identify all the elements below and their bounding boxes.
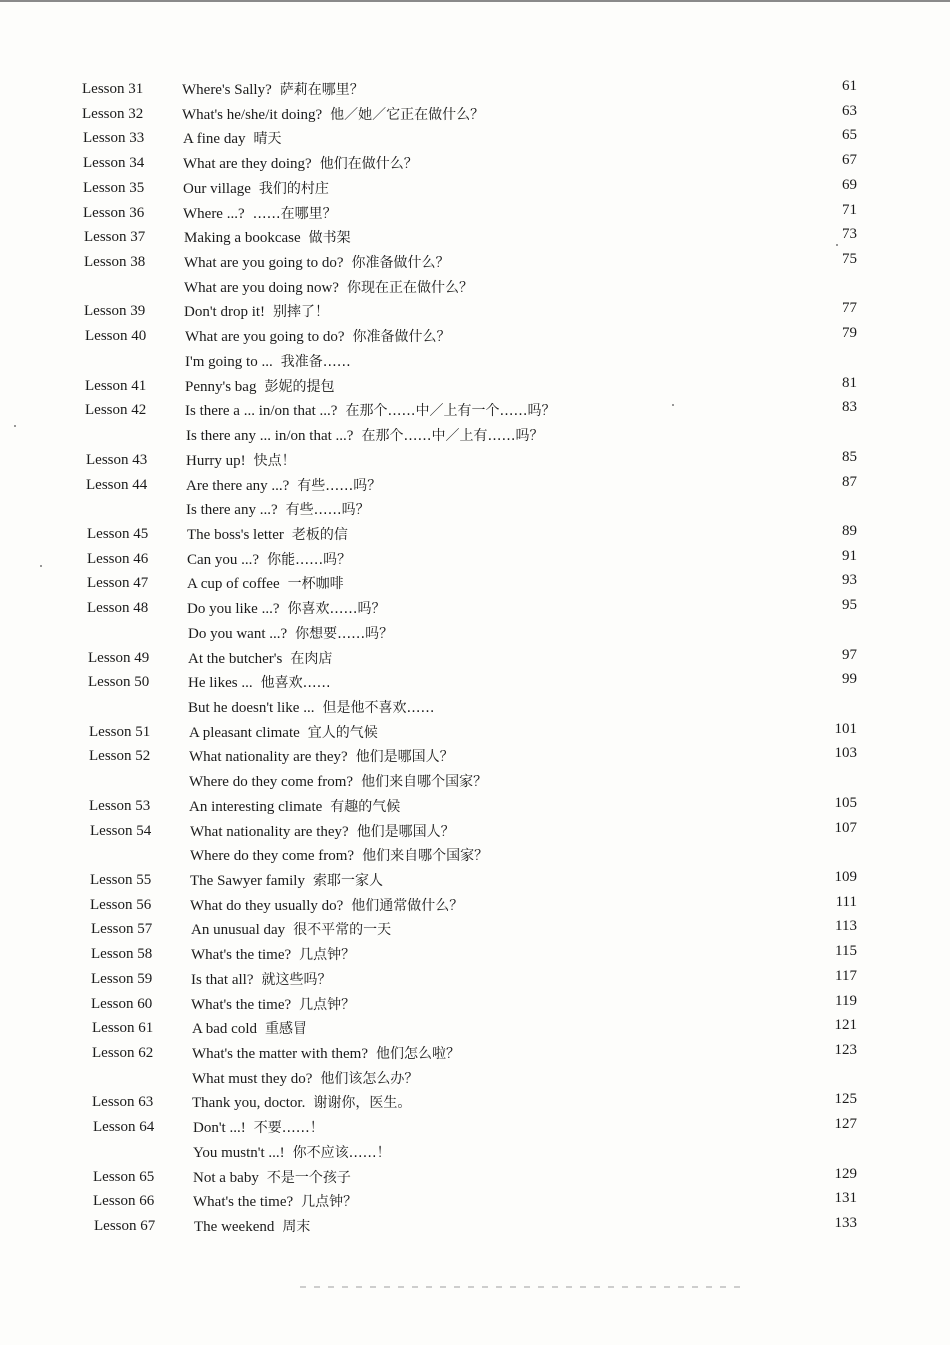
- page-number: 73: [842, 226, 857, 243]
- lesson-title: [193, 1167, 351, 1187]
- table-of-contents: [0, 78, 950, 1240]
- toc-entry: [10, 1091, 950, 1116]
- lesson-title-chinese: 重感冒: [265, 1021, 307, 1038]
- page-number: 125: [834, 1091, 857, 1108]
- lesson-title-english: Is there a ... in/on that ...?: [185, 403, 338, 420]
- lesson-title-chinese: 有些……吗？: [297, 477, 382, 494]
- toc-entry: [7, 745, 950, 770]
- lesson-number: Lesson 38: [84, 254, 146, 271]
- lesson-title: [191, 919, 391, 939]
- lesson-title: [183, 153, 418, 173]
- lesson-title-chinese: 他们怎么啦？: [375, 1046, 460, 1063]
- lesson-number: Lesson 60: [91, 995, 153, 1012]
- lesson-title-english: What's he/she/it doing?: [182, 106, 323, 123]
- lesson-title: [193, 1117, 324, 1137]
- lesson-number: Lesson 65: [93, 1168, 155, 1185]
- lesson-title-chinese: 他喜欢……: [260, 675, 331, 692]
- lesson-title-english: But he doesn't like ...: [188, 699, 315, 716]
- toc-entry: [8, 844, 950, 869]
- lesson-title: [185, 351, 351, 371]
- toc-entry: [1, 177, 950, 202]
- lesson-title-english: At the butcher's: [188, 650, 283, 667]
- page-number: 85: [842, 448, 857, 465]
- lesson-number: Lesson 45: [87, 525, 149, 542]
- scan-speck: [40, 565, 42, 567]
- lesson-title: [187, 598, 385, 618]
- page-number: 109: [834, 869, 857, 885]
- lesson-number: Lesson 55: [90, 872, 152, 888]
- lesson-number: Lesson 66: [93, 1193, 155, 1210]
- page-number: 93: [842, 572, 857, 589]
- lesson-title-chinese: 他们来自哪个国家？: [362, 848, 489, 865]
- lesson-title-chinese: 做书架: [308, 230, 351, 247]
- lesson-title-english: The boss's letter: [187, 526, 284, 543]
- lesson-title: [190, 845, 488, 865]
- lesson-title-english: Where do they come from?: [190, 848, 355, 865]
- lesson-number: Lesson 39: [84, 303, 146, 320]
- lesson-title-english: What's the time?: [193, 1194, 294, 1211]
- lesson-title-english: An interesting climate: [189, 798, 323, 815]
- lesson-title: [186, 475, 381, 495]
- lesson-title: [184, 227, 351, 247]
- lesson-number: Lesson 49: [88, 649, 150, 666]
- toc-entry: [4, 424, 950, 449]
- lesson-title-chinese: 萨莉在哪里？: [279, 82, 364, 98]
- lesson-title-chinese: 他们通常做什么？: [351, 897, 464, 914]
- lesson-title: [182, 104, 484, 124]
- lesson-title: [192, 1068, 418, 1088]
- lesson-title-english: Is there any ...?: [186, 502, 278, 519]
- page-number: 97: [842, 646, 857, 663]
- page-number: 63: [842, 102, 857, 119]
- lesson-number: Lesson 53: [89, 797, 151, 814]
- lesson-title: [193, 1191, 357, 1211]
- toc-entry: [2, 300, 950, 325]
- toc-entry: [10, 1017, 950, 1042]
- lesson-title-english: What nationality are they?: [190, 823, 349, 840]
- page-number: 127: [834, 1116, 857, 1133]
- top-rule: [0, 0, 950, 2]
- toc-entry: [11, 1116, 950, 1141]
- lesson-title-english: Not a baby: [193, 1169, 259, 1186]
- lesson-title: [182, 79, 364, 99]
- lesson-title: [186, 425, 543, 445]
- lesson-title-chinese: 就这些吗？: [261, 971, 332, 988]
- page-number: 83: [842, 399, 857, 416]
- lesson-number: Lesson 47: [87, 575, 149, 592]
- lesson-title-chinese: 别摔了！: [273, 304, 330, 321]
- lesson-title-english: The weekend: [194, 1219, 275, 1236]
- lesson-title: [189, 796, 400, 816]
- lesson-title: [189, 771, 487, 791]
- page-number: 87: [842, 473, 857, 490]
- lesson-title-english: What must they do?: [192, 1070, 313, 1087]
- lesson-title: [183, 203, 337, 223]
- lesson-title: [193, 1142, 391, 1162]
- lesson-title-english: Don't ...!: [193, 1120, 246, 1137]
- toc-entry: [4, 498, 950, 523]
- lesson-number: Lesson 42: [85, 402, 147, 419]
- page-number: 133: [834, 1215, 857, 1232]
- lesson-title-chinese: 彭妮的提包: [264, 378, 335, 395]
- lesson-title: [184, 252, 450, 272]
- page-number: 61: [842, 78, 857, 94]
- scan-artifact-dotted-line: [300, 1286, 740, 1288]
- lesson-title-chinese: 他们是哪国人？: [355, 749, 454, 766]
- lesson-title-english: What are you going to do?: [184, 255, 344, 272]
- lesson-title-english: Our village: [183, 180, 251, 197]
- lesson-number: Lesson 40: [85, 328, 147, 345]
- lesson-title-chinese: 在那个……中／上有一个……吗？: [345, 403, 556, 420]
- toc-entry: [11, 1190, 950, 1215]
- lesson-title-english: An unusual day: [191, 922, 286, 939]
- lesson-title: [185, 326, 451, 346]
- lesson-title: [192, 1043, 460, 1063]
- toc-entry: [3, 375, 950, 400]
- lesson-title-chinese: 我们的村庄: [258, 180, 329, 197]
- lesson-title: [188, 648, 332, 668]
- page-number: 79: [842, 325, 857, 342]
- lesson-title: [189, 722, 378, 742]
- lesson-title-english: Hurry up!: [186, 452, 246, 469]
- lesson-title: [184, 301, 329, 321]
- page-number: 77: [842, 300, 857, 317]
- toc-entry: [1, 152, 950, 177]
- lesson-number: Lesson 62: [92, 1045, 154, 1062]
- lesson-title-chinese: 不是一个孩子: [266, 1169, 351, 1186]
- lesson-number: Lesson 67: [94, 1218, 156, 1235]
- lesson-title: [192, 1018, 307, 1038]
- lesson-number: Lesson 61: [92, 1020, 154, 1037]
- lesson-title-english: A cup of coffee: [187, 576, 280, 593]
- page-number: 65: [842, 127, 857, 144]
- lesson-title: [183, 128, 281, 148]
- lesson-title-english: He likes ...: [188, 675, 253, 692]
- toc-entry: [8, 894, 950, 919]
- lesson-title: [186, 450, 296, 470]
- lesson-title-chinese: 在那个……中／上有……吗？: [361, 428, 544, 445]
- page-number: 67: [842, 152, 857, 169]
- lesson-title-english: Are there any ...?: [186, 477, 290, 494]
- page-number: 121: [834, 1017, 857, 1034]
- toc-entry: [6, 622, 950, 647]
- lesson-title-chinese: 但是他不喜欢……: [322, 699, 435, 716]
- lesson-title-chinese: 快点！: [253, 452, 296, 469]
- page-number: 113: [835, 918, 857, 935]
- page-number: 115: [835, 943, 857, 960]
- toc-entry: [9, 968, 950, 993]
- lesson-title-english: What's the time?: [191, 947, 292, 964]
- lesson-title: [189, 746, 454, 766]
- toc-entry: [6, 647, 950, 672]
- page-number: 103: [834, 745, 857, 762]
- lesson-title-chinese: 你想要……吗？: [295, 625, 394, 642]
- lesson-title-chinese: 你准备做什么？: [352, 329, 451, 346]
- lesson-number: Lesson 57: [91, 921, 153, 938]
- lesson-title-english: Thank you, doctor.: [192, 1095, 306, 1112]
- lesson-title-chinese: 不要……！: [253, 1120, 324, 1137]
- lesson-title: [190, 870, 383, 890]
- lesson-title-chinese: 一杯咖啡: [287, 576, 344, 593]
- page-number: 75: [842, 251, 857, 268]
- toc-entry: [3, 350, 950, 375]
- lesson-number: Lesson 51: [89, 723, 151, 740]
- lesson-number: Lesson 63: [92, 1094, 154, 1111]
- lesson-number: Lesson 59: [91, 970, 153, 987]
- lesson-title: [187, 549, 351, 569]
- toc-entry: [1, 127, 950, 152]
- toc-entry: [12, 1215, 950, 1240]
- toc-entry: [9, 918, 950, 943]
- lesson-title-chinese: 他们是哪国人？: [356, 823, 455, 840]
- toc-entry: [11, 1166, 950, 1191]
- lesson-title-english: Do you like ...?: [187, 601, 280, 618]
- lesson-title-english: What are you doing now?: [184, 279, 339, 296]
- scan-speck: [672, 404, 674, 406]
- lesson-title-english: Where ...?: [183, 205, 245, 222]
- lesson-title: [191, 944, 355, 964]
- toc-entry: [2, 276, 950, 301]
- lesson-number: Lesson 41: [85, 377, 147, 394]
- lesson-number: Lesson 52: [89, 748, 151, 765]
- lesson-title-english: Don't drop it!: [184, 304, 266, 321]
- lesson-title: [191, 994, 355, 1014]
- lesson-title-chinese: 你准备做什么？: [351, 255, 450, 272]
- toc-entry: [5, 597, 950, 622]
- lesson-title: [183, 178, 329, 198]
- lesson-title-english: Making a bookcase: [184, 230, 301, 247]
- lesson-number: Lesson 48: [87, 600, 149, 617]
- lesson-title-chinese: 我准备……: [280, 353, 351, 370]
- toc-entry: [5, 548, 950, 573]
- toc-entry: [7, 721, 950, 746]
- lesson-title: [186, 499, 370, 519]
- lesson-number: Lesson 33: [83, 130, 145, 147]
- page-number: 131: [834, 1190, 857, 1207]
- page-number: 91: [842, 547, 857, 564]
- lesson-title-english: Is that all?: [191, 971, 254, 988]
- toc-entry: [6, 696, 950, 721]
- toc-entry: [8, 820, 950, 845]
- page-number: 89: [842, 522, 857, 539]
- page-number: 123: [834, 1042, 857, 1059]
- lesson-title-chinese: 晴天: [253, 131, 282, 148]
- toc-entry: [3, 325, 950, 350]
- toc-entry: [2, 226, 950, 251]
- lesson-title: [187, 524, 348, 544]
- lesson-number: Lesson 37: [84, 229, 146, 246]
- lesson-number: Lesson 54: [90, 822, 152, 839]
- toc-entry: [4, 449, 950, 474]
- lesson-title-chinese: ……在哪里？: [252, 205, 337, 222]
- page-number: 117: [835, 967, 857, 984]
- page-number: 111: [835, 893, 857, 910]
- lesson-title-english: I'm going to ...: [185, 353, 273, 370]
- lesson-title: [194, 1216, 310, 1236]
- lesson-number: Lesson 56: [90, 896, 152, 913]
- lesson-title-english: What's the time?: [191, 996, 292, 1013]
- lesson-title: [188, 623, 393, 643]
- lesson-number: Lesson 36: [83, 204, 145, 221]
- lesson-title: [192, 1092, 411, 1112]
- lesson-number: Lesson 32: [82, 105, 144, 122]
- lesson-title-chinese: 谢谢你，医生。: [313, 1095, 412, 1112]
- toc-entry: [5, 572, 950, 597]
- lesson-number: Lesson 58: [91, 946, 153, 963]
- page-number: 71: [842, 201, 857, 218]
- page-number: 99: [842, 671, 857, 688]
- toc-entry: [5, 523, 950, 548]
- lesson-number: Lesson 43: [86, 451, 148, 468]
- lesson-title-english: The Sawyer family: [190, 873, 305, 889]
- lesson-title-english: A pleasant climate: [189, 724, 300, 741]
- lesson-title-chinese: 你现在正在做什么？: [346, 279, 473, 296]
- toc-entry: [0, 78, 950, 103]
- lesson-title-english: What's the matter with them?: [192, 1046, 368, 1063]
- lesson-title-english: Where do they come from?: [189, 774, 354, 791]
- page-number: 69: [842, 176, 857, 193]
- lesson-title: [188, 672, 331, 692]
- lesson-title-chinese: 你喜欢……吗？: [287, 601, 386, 618]
- page-number: 107: [834, 819, 857, 836]
- lesson-title: [187, 573, 344, 593]
- lesson-title-chinese: 周末: [282, 1219, 311, 1236]
- lesson-title-chinese: 他们在做什么？: [319, 156, 418, 173]
- lesson-title-english: What are they doing?: [183, 156, 312, 173]
- toc-entry: [2, 251, 950, 276]
- toc-entry: [8, 869, 950, 894]
- toc-entry: [10, 1067, 950, 1092]
- toc-entry: [11, 1141, 950, 1166]
- lesson-title: [191, 969, 331, 989]
- lesson-number: Lesson 34: [83, 155, 145, 172]
- lesson-title: [185, 376, 334, 396]
- lesson-title-english: Is there any ... in/on that ...?: [186, 428, 354, 445]
- toc-entry: [7, 795, 950, 820]
- lesson-title-english: What are you going to do?: [185, 329, 345, 346]
- lesson-title: [190, 895, 463, 915]
- lesson-number: Lesson 44: [86, 476, 148, 493]
- lesson-title: [190, 821, 455, 841]
- lesson-title-english: Do you want ...?: [188, 625, 288, 642]
- lesson-title-english: A bad cold: [192, 1021, 257, 1038]
- lesson-title-chinese: 你不应该……！: [292, 1144, 391, 1161]
- scan-speck: [14, 425, 16, 427]
- lesson-title-chinese: 索耶一家人: [312, 873, 383, 889]
- page-number: 81: [842, 374, 857, 391]
- lesson-title-chinese: 在肉店: [290, 650, 333, 667]
- lesson-title-chinese: 他／她／它正在做什么？: [330, 106, 485, 123]
- lesson-number: Lesson 64: [93, 1119, 155, 1136]
- lesson-title-chinese: 几点钟？: [299, 996, 356, 1013]
- lesson-title-english: What nationality are they?: [189, 749, 348, 766]
- lesson-title-chinese: 宜人的气候: [307, 724, 378, 741]
- lesson-title: [188, 697, 434, 717]
- lesson-title-chinese: 有些……吗？: [285, 502, 370, 519]
- toc-entry: [9, 943, 950, 968]
- page-number: 95: [842, 597, 857, 614]
- page-number: 101: [834, 720, 857, 737]
- lesson-title-chinese: 很不平常的一天: [293, 922, 392, 939]
- page-number: 129: [834, 1165, 857, 1182]
- lesson-title-english: Where's Sally?: [182, 82, 272, 98]
- lesson-title-chinese: 有趣的气候: [330, 798, 401, 815]
- toc-entry: [4, 474, 950, 499]
- lesson-number: Lesson 46: [87, 550, 149, 567]
- page-number: 105: [834, 794, 857, 811]
- lesson-title-english: Penny's bag: [185, 378, 257, 395]
- lesson-title-english: Can you ...?: [187, 551, 260, 568]
- lesson-title-chinese: 几点钟？: [301, 1194, 358, 1211]
- toc-entry: [10, 1042, 950, 1067]
- toc-entry: [7, 770, 950, 795]
- page-number: 119: [835, 992, 857, 1009]
- lesson-title-chinese: 他们来自哪个国家？: [361, 774, 488, 791]
- lesson-number: Lesson 31: [82, 81, 144, 97]
- scan-speck: [836, 244, 838, 246]
- toc-entry: [9, 993, 950, 1018]
- lesson-number: Lesson 50: [88, 674, 150, 691]
- lesson-title: [185, 400, 555, 420]
- lesson-title-chinese: 你能……吗？: [267, 551, 352, 568]
- lesson-title-chinese: 老板的信: [291, 526, 348, 543]
- lesson-title-english: You mustn't ...!: [193, 1144, 285, 1161]
- lesson-number: Lesson 35: [83, 179, 145, 196]
- toc-entry: [1, 202, 950, 227]
- toc-entry: [6, 671, 950, 696]
- lesson-title-chinese: 几点钟？: [299, 947, 356, 964]
- lesson-title-english: What do they usually do?: [190, 897, 344, 914]
- lesson-title-chinese: 他们该怎么办？: [320, 1070, 419, 1087]
- lesson-title-english: A fine day: [183, 131, 246, 148]
- toc-entry: [3, 399, 950, 424]
- toc-entry: [0, 103, 950, 128]
- lesson-title: [184, 277, 473, 297]
